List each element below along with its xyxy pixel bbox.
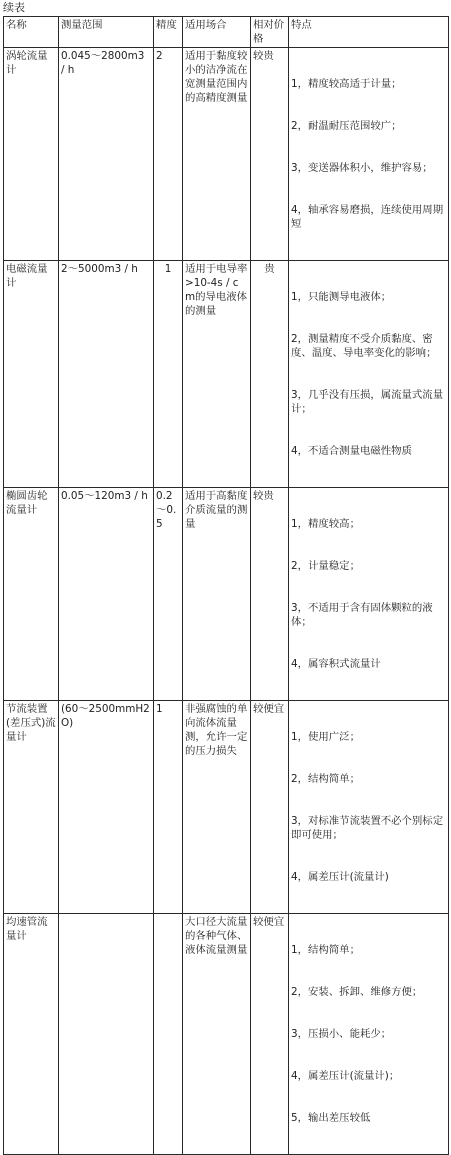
cell-accuracy [154, 914, 183, 1155]
cell-name: 椭圆齿轮流量计 [4, 488, 59, 701]
cell-range: 0.05～120m3 / h [59, 488, 154, 701]
header-accuracy: 精度 [154, 17, 183, 48]
feature-line: 5，输出差压较低 [291, 1112, 371, 1124]
cell-features [289, 48, 449, 261]
feature-line: 1，只能测导电液体； [291, 291, 392, 303]
cell-features [289, 488, 449, 701]
header-row [4, 17, 449, 48]
feature-line: 1，精度较高； [291, 518, 360, 530]
cell-range: 2～5000m3 / h [59, 261, 154, 488]
table-row [4, 48, 449, 261]
cell-range: 0.045～2800m3 / h [59, 48, 154, 261]
feature-line: 4，属容积式流量计 [291, 658, 381, 670]
feature-line: 3，不适用于含有固体颗粒的液体； [291, 602, 433, 628]
feature-line: 4，轴承容易磨损，连续使用周期短 [291, 204, 444, 230]
cell-usage: 适用于黏度较小的洁净流在宽测量范围内的高精度测量 [183, 48, 251, 261]
cell-usage: 适用于高黏度介质流量的测量 [183, 488, 251, 701]
flowmeter-table [3, 16, 449, 1155]
table-row [4, 261, 449, 488]
feature-line: 2，耐温耐压范围较广； [291, 120, 402, 132]
cell-features [289, 914, 449, 1155]
cell-price: 较便宜 [251, 701, 289, 914]
feature-line: 1，精度较高适于计量； [291, 78, 402, 90]
feature-line: 4，不适合测量电磁性物质 [291, 445, 412, 457]
cell-range: (60～2500mmH2O) [59, 701, 154, 914]
feature-line: 3，压损小、能耗少； [291, 1028, 392, 1040]
feature-line: 2，计量稳定； [291, 560, 360, 572]
cell-price: 较贵 [251, 48, 289, 261]
feature-line: 2，结构简单； [291, 773, 360, 785]
feature-line: 4，属差压计(流量计) [291, 871, 389, 883]
cell-usage: 非强腐蚀的单向流体流量测，允许一定的压力损失 [183, 701, 251, 914]
table-caption: 续表 [3, 1, 25, 14]
feature-line: 3，对标准节流装置不必个别标定即可使用； [291, 815, 444, 841]
cell-name: 节流装置(差压式)流量计 [4, 701, 59, 914]
cell-name: 均速管流量计 [4, 914, 59, 1155]
feature-line: 2，测量精度不受介质黏度、密度、温度、导电率变化的影响； [291, 333, 437, 359]
header-price: 相对价格 [251, 17, 289, 48]
table-row [4, 488, 449, 701]
cell-features [289, 701, 449, 914]
feature-line: 4，属差压计(流量计)； [291, 1070, 400, 1082]
feature-line: 1，使用广泛； [291, 731, 360, 743]
cell-accuracy: 1 [154, 701, 183, 914]
cell-accuracy: 0.2～0.5 [154, 488, 183, 701]
cell-usage: 适用于电导率>10-4s / cm的导电液体的测量 [183, 261, 251, 488]
cell-price: 较便宜 [251, 914, 289, 1155]
feature-line: 1，结构简单； [291, 944, 360, 956]
header-name: 名称 [4, 17, 59, 48]
header-range: 测量范围 [59, 17, 154, 48]
table-row [4, 701, 449, 914]
cell-name: 涡轮流量计 [4, 48, 59, 261]
cell-price: 较贵 [251, 488, 289, 701]
cell-usage: 大口径大流量的各种气体、液体流量测量 [183, 914, 251, 1155]
feature-line: 2，安装、拆卸、维修方便； [291, 986, 423, 998]
cell-name: 电磁流量计 [4, 261, 59, 488]
cell-accuracy: 1 [154, 261, 183, 488]
cell-range [59, 914, 154, 1155]
header-features: 特点 [289, 17, 449, 48]
cell-features [289, 261, 449, 488]
cell-price: 贵 [251, 261, 289, 488]
feature-line: 3，变送器体积小，维护容易； [291, 162, 433, 174]
header-usage: 适用场合 [183, 17, 251, 48]
table-row [4, 914, 449, 1155]
cell-accuracy: 2 [154, 48, 183, 261]
feature-line: 3，几乎没有压损，属流量式流量计； [291, 389, 444, 415]
